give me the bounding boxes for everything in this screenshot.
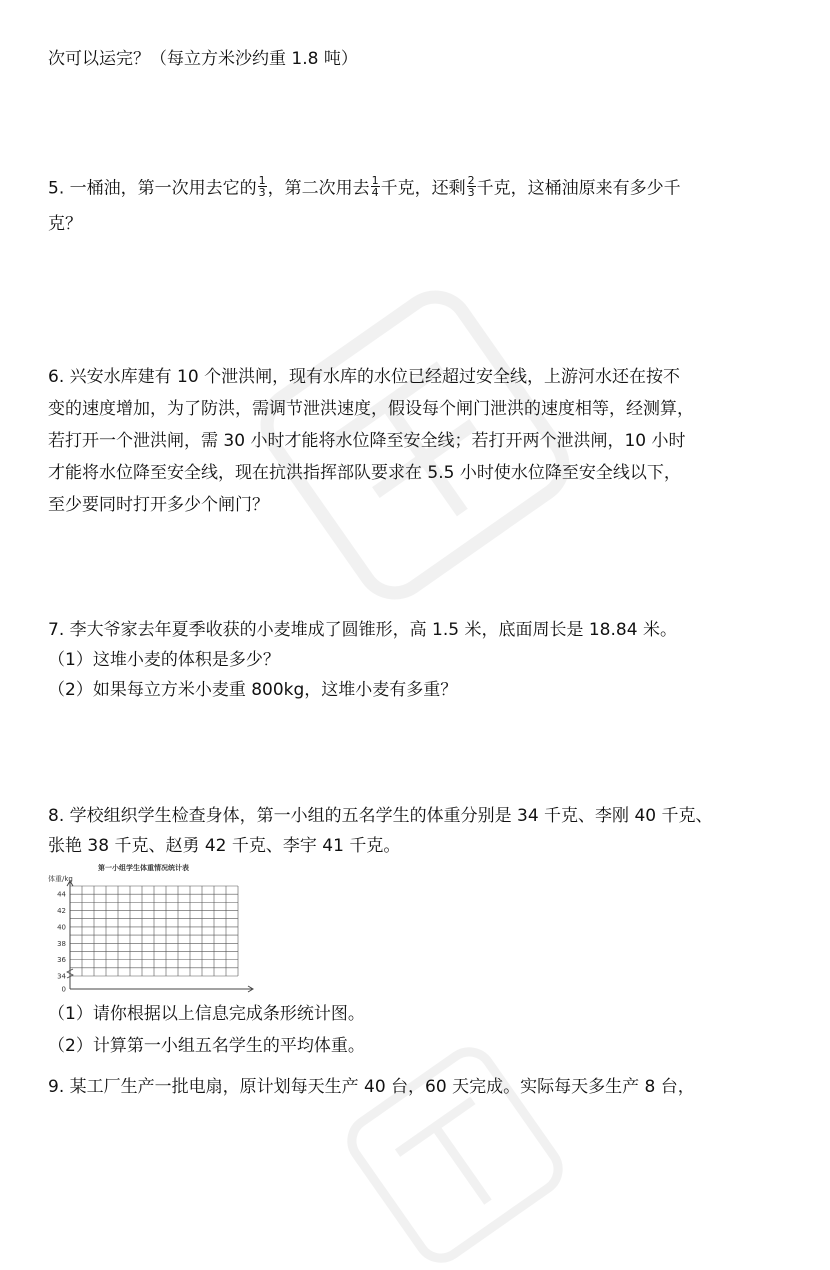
q5-text-d: 千克，这桶油原来有多少千 [476, 178, 681, 199]
q7-part-2: （2）如果每立方米小麦重 800kg，这堆小麦有多重？ [48, 680, 458, 700]
y-tick-label: 40 [57, 923, 66, 932]
chart-y-axis-label: 体重/kg [48, 875, 73, 883]
q6-line-1: 6. 兴安水库建有 10 个泄洪闸，现有水库的水位已经超过安全线，上游河水还在按不 [48, 367, 681, 387]
q9-line-1: 9. 某工厂生产一批电扇，原计划每天生产 40 台，60 天完成。实际每天多生产 8 台， [48, 1077, 695, 1097]
q6-line-3: 若打开一个泄洪闸，需 30 小时才能将水位降至安全线；若打开两个泄洪闸，10 小时 [48, 431, 686, 451]
fraction-numerator: 1 [371, 174, 379, 187]
y-tick-label: 44 [57, 890, 66, 899]
chart-y-ticks [57, 891, 66, 993]
q8-part-2: （2）计算第一小组五名学生的平均体重。 [48, 1036, 365, 1056]
watermark-logo-bottom [340, 1040, 570, 1270]
chart-title: 第一小组学生体重情况统计表 [98, 864, 189, 872]
q7-line-1: 7. 李大爷家去年夏季收获的小麦堆成了圆锥形，高 1.5 米，底面周长是 18.84 米。 [48, 620, 677, 640]
q5-line-2: 克？ [48, 214, 82, 234]
fraction-numerator: 1 [258, 174, 266, 187]
axis-break-icon [67, 969, 73, 978]
q5-text-b: ，第二次用去 [267, 178, 370, 199]
q7-part-1: （1）这堆小麦的体积是多少？ [48, 650, 280, 670]
fraction-one-third [258, 175, 267, 198]
fraction-two-thirds [467, 175, 476, 198]
q5-line-1 [48, 174, 681, 200]
chart-grid [70, 886, 238, 976]
weight-bar-chart [48, 858, 258, 993]
q6-line-2: 变的速度增加，为了防洪，需调节泄洪速度，假设每个闸门泄洪的速度相等，经测算， [48, 399, 694, 419]
y-tick-label: 42 [57, 907, 66, 916]
q6-line-4: 才能将水位降至安全线，现在抗洪指挥部队要求在 5.5 小时使水位降至安全线以下， [48, 463, 681, 483]
q6-line-5: 至少要同时打开多少个闸门？ [48, 495, 269, 515]
fraction-one-quarter [371, 175, 380, 198]
q8-line-1: 8. 学校组织学生检查身体，第一小组的五名学生的体重分别是 34 千克、李刚 40 千克、 [48, 806, 713, 826]
y-tick-label: 38 [57, 939, 66, 948]
fraction-denominator: 3 [467, 186, 475, 199]
q5-text-c: 千克，还剩 [380, 178, 466, 199]
fraction-numerator: 2 [467, 174, 475, 187]
fraction-denominator: 3 [258, 186, 266, 199]
y-tick-label: 0 [61, 985, 66, 993]
q5-text-a: 5. 一桶油，第一次用去它的 [48, 178, 257, 199]
q8-part-1: （1）请你根据以上信息完成条形统计图。 [48, 1004, 365, 1024]
y-tick-label: 36 [57, 956, 66, 965]
y-tick-label: 34 [57, 972, 66, 981]
q8-line-2: 张艳 38 千克、赵勇 42 千克、李宇 41 千克。 [48, 836, 401, 856]
fraction-denominator: 4 [371, 186, 379, 199]
q4-continuation: 次可以运完？（每立方米沙约重 1.8 吨） [48, 49, 358, 69]
